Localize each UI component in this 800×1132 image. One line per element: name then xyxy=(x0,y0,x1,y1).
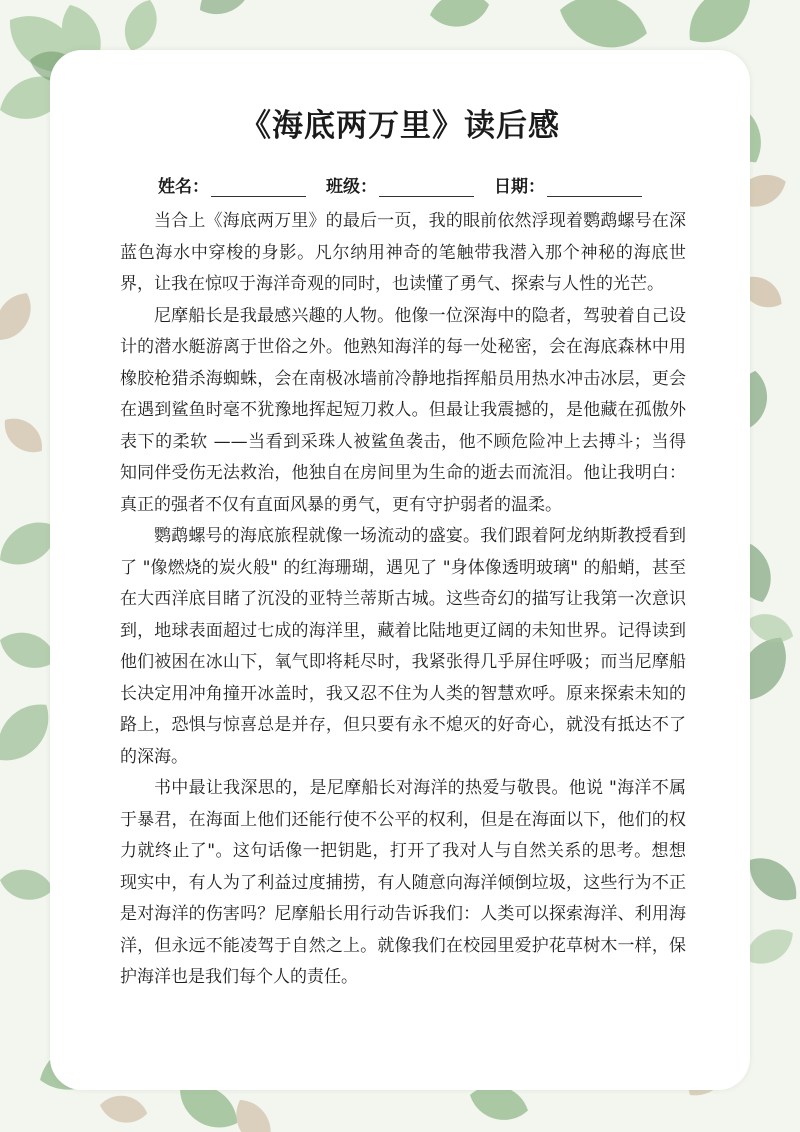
essay-body xyxy=(120,206,686,994)
paragraph-4: 书中最让我深思的，是尼摩船长对海洋的热爱与敬畏。他说 "海洋不属于暴君，在海面上他们还能行使不公平的权利，但是在海面以下，他们的权力就终止了"。这句话像一把钥匙，打开了我对人与自然关系的思考。想想现实中，有人为了利益过度捕捞，有人随意向海洋倾倒垃圾，这些行为不正是对海洋的伤害吗？尼摩船长用行动告诉我们：人类可以探索海洋、利用海洋，但永远不能凌驾于自然之上。就像我们在校园里爱护花草树木一样，保护海洋也是我们每个人的责任。 xyxy=(120,778,686,987)
date-blank-line[interactable] xyxy=(547,178,642,197)
class-field xyxy=(326,172,474,197)
name-label: 姓名： xyxy=(158,177,209,197)
paragraph-1: 当合上《海底两万里》的最后一页，我的眼前依然浮现着鹦鹉螺号在深蓝色海水中穿梭的身影。凡尔纳用神奇的笔触带我潜入那个神秘的海底世界，让我在惊叹于海洋奇观的同时，也读懂了勇气、探索与人性的光芒。 xyxy=(120,211,686,294)
date-field xyxy=(494,172,642,197)
date-label: 日期： xyxy=(494,177,545,197)
name-blank-line[interactable] xyxy=(211,178,306,197)
paragraph-2: 尼摩船长是我最感兴趣的人物。他像一位深海中的隐者，驾驶着自己设计的潜水艇游离于世俗之外。他熟知海洋的每一处秘密，会在海底森林中用橡胶枪猎杀海蜘蛛，会在南极冰墙前冷静地指挥船员用热水冲击冰层，更会在遇到鲨鱼时毫不犹豫地挥起短刀救人。但最让我震撼的，是他藏在孤傲外表下的柔软 ——当看到采珠人被鲨鱼袭击，他不顾危险冲上去搏斗；当得知同伴受伤无法救治，他独自在房间里为生命的逝去而流泪。他让我明白：真正的强者不仅有直面风暴的勇气，更有守护弱者的温柔。 xyxy=(120,305,686,515)
class-label: 班级： xyxy=(326,177,377,197)
class-blank-line[interactable] xyxy=(379,178,474,197)
page-title: 《海底两万里》读后感 xyxy=(240,108,560,144)
paragraph-3: 鹦鹉螺号的海底旅程就像一场流动的盛宴。我们跟着阿龙纳斯教授看到了 "像燃烧的炭火般" 的红海珊瑚，遇见了 "身体像透明玻璃" 的船蛸，甚至在大西洋底目睹了沉没的亚特兰蒂斯古城。这些奇幻的描写让我第一次意识到，地球表面超过七成的海洋里，藏着比陆地更辽阔的未知世界。记得读到他们被困在冰山下，氧气即将耗尽时，我紧张得几乎屏住呼吸；而当尼摩船长决定用冲角撞开冰盖时，我又忍不住为人类的智慧欢呼。原来探索未知的路上，恐惧与惊喜总是并存，但只要有永不熄灭的好奇心，就没有抵达不了的深海。 xyxy=(120,526,686,767)
name-field xyxy=(158,172,306,197)
student-info-row xyxy=(0,172,800,197)
